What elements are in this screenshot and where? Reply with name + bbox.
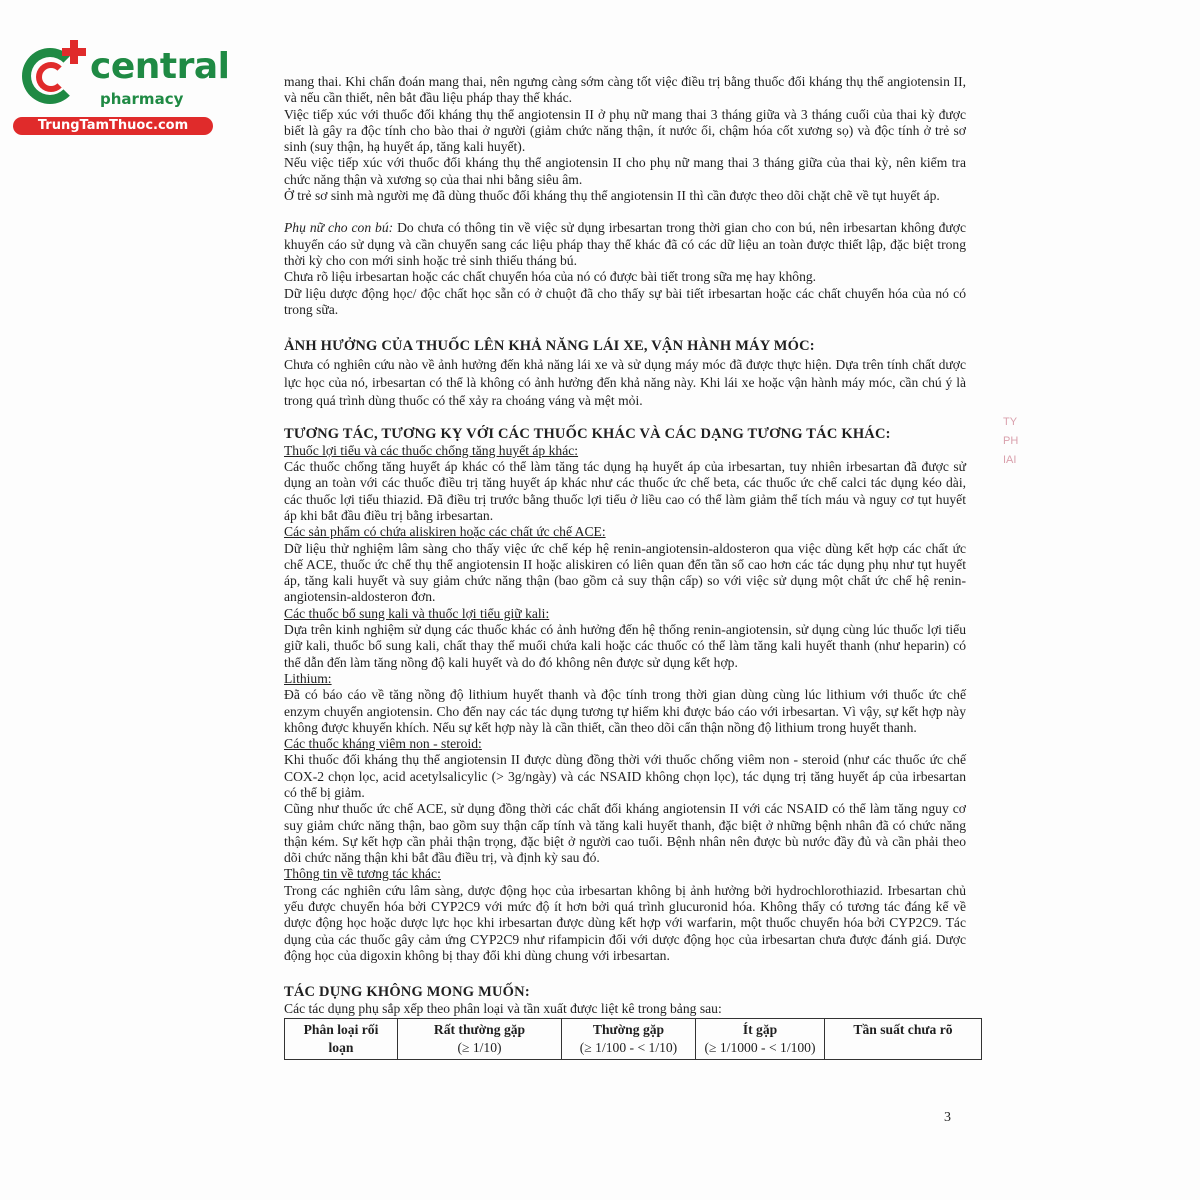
- pregnancy-paragraph: Nếu việc tiếp xúc với thuốc đối kháng thụ thể angiotensin II cho phụ nữ mang thai 3 tháng giữa của thai kỳ, nên kiểm tra chức năng thận và xương sọ của thai nhi bằng siêu âm.: [284, 155, 966, 187]
- logo-inner-ring-icon: [36, 62, 66, 92]
- lactation-label: Phụ nữ cho con bú:: [284, 220, 394, 236]
- subsection-title: Thông tin về tương tác khác:: [284, 866, 441, 882]
- plus-cross-icon: [62, 40, 86, 64]
- table-header-cell: Ít gặp (≥ 1/1000 - < 1/100): [696, 1018, 825, 1059]
- table-header-cell: Phân loại rối loạn: [285, 1018, 398, 1059]
- lactation-paragraph: Chưa rõ liệu irbesartan hoặc các chất chuyển hóa của nó có được bài tiết trong sữa mẹ hay không.: [284, 269, 817, 285]
- subsection-title: Thuốc lợi tiểu và các thuốc chống tăng huyết áp khác:: [284, 442, 579, 458]
- subsection-body: Khi thuốc đối kháng thụ thể angiotensin II được dùng đồng thời với thuốc chống viêm non - steroid (như các thuốc ức chế COX-2 chọn lọc, acid acetylsalicylic (> 3g/ngày) và các NSAID không chọn lọc), tác dụng trị tăng huyết áp của irbesartan có thể bị giảm.: [284, 752, 966, 800]
- subsection-body: Dữ liệu thử nghiệm lâm sàng cho thấy việc ức chế kép hệ renin-angiotensin-aldosteron qua việc dùng kết hợp các chất ức chế ACE, thuốc ức chế thụ thể angiotensin II hoặc aliskiren có liên quan đến tần số cao hơn các tác dụng phụ như tụt huyết áp, tăng kali huyết và suy giảm chức năng thận (bao gồm cả suy thận cấp) so với việc sử dụng một chất ức chế hệ renin-angiotensin-aldosteron đơn.: [284, 540, 966, 605]
- interaction-section: [284, 524, 966, 605]
- subsection-title: Các thuốc bổ sung kali và thuốc lợi tiểu giữ kali:: [284, 605, 550, 621]
- lactation-paragraph: Dữ liệu dược động học/ độc chất học sẵn có ở chuột đã cho thấy sự bài tiết irbesartan hoặc các chất chuyển hóa của nó có trong sữa.: [284, 285, 966, 317]
- central-pharmacy-logo: [10, 38, 230, 138]
- adverse-effects-table: [284, 1018, 982, 1060]
- interactions-heading: TƯƠNG TÁC, TƯƠNG KỴ VỚI CÁC THUỐC KHÁC VÀ CÁC DẠNG TƯƠNG TÁC KHÁC:: [284, 426, 891, 443]
- lactation-paragraph: Phụ nữ cho con bú: Do chưa có thông tin về việc sử dụng irbesartan trong thời gian cho con bú, nên irbesartan không được khuyến cáo sử dụng và cần chuyển sang các liệu pháp thay thế khác đã có các dữ liệu an toàn được thiết lập, đặc biệt trong thời kỳ cho con mới sinh hoặc trẻ sinh thiếu tháng bú.: [284, 220, 967, 268]
- logo-brand: central: [90, 46, 230, 87]
- subsection-body: Các thuốc chống tăng huyết áp khác có thể làm tăng tác dụng hạ huyết áp của irbesartan, tuy nhiên irbesartan đã được sử dụng an toàn với các thuốc điều trị tăng huyết áp khác như các thuốc ức chế beta, các thuốc ức chế calci tác dụng kéo dài, các thuốc lợi tiểu thiazid. Đã điều trị trước bằng thuốc lợi tiểu ở liều cao có thể làm giảm thể tích máu và nguy cơ tụt huyết áp khi bắt đầu điều trị bằng irbesartan.: [284, 459, 966, 523]
- subsection-title: Lithium:: [284, 670, 332, 686]
- company-stamp: TY PH IAI: [1003, 416, 1019, 466]
- table-header-cell: Tần suất chưa rõ: [825, 1018, 982, 1059]
- subsection-title: Các thuốc kháng viêm non - steroid:: [284, 736, 482, 752]
- pregnancy-paragraph: Ở trẻ sơ sinh mà người mẹ đã dùng thuốc đối kháng thụ thể angiotensin II thì cần được theo dõi chặt chẽ về tụt huyết áp.: [284, 188, 940, 204]
- driving-heading: ẢNH HƯỞNG CỦA THUỐC LÊN KHẢ NĂNG LÁI XE, VẬN HÀNH MÁY MÓC:: [284, 338, 815, 355]
- subsection-body: Đã có báo cáo về tăng nồng độ lithium huyết thanh và độc tính trong thời gian dùng cùng lúc lithium với thuốc ức chế enzym chuyển angiotensin. Cho đến nay các tác dụng tương tự hiếm khi được báo cáo với irbesartan. Vì vậy, sự kết hợp này không được khuyến khích. Nếu sự kết hợp này là cần thiết, cần theo dõi cẩn thận nồng độ lithium trong huyết thanh.: [284, 687, 966, 735]
- interaction-section: [284, 736, 966, 866]
- pregnancy-paragraph: Việc tiếp xúc với thuốc đối kháng thụ thể angiotensin II ở phụ nữ mang thai 3 tháng giữa và 3 tháng cuối của thai kỳ được biết là gây ra độc tính cho bào thai ở người (giảm chức năng thận, ít nước ối, chậm hóa cốt xương sọ) và độc tính ở trẻ sơ sinh (suy thận, hạ huyết áp, tăng kali huyết).: [284, 106, 966, 155]
- document-page: [284, 74, 966, 1060]
- interaction-section: [284, 671, 966, 736]
- table-header-cell: Thường gặp (≥ 1/100 - < 1/10): [562, 1018, 696, 1059]
- logo-site-badge: TrungTamThuoc.com: [13, 117, 213, 135]
- adverse-intro: Các tác dụng phụ sắp xếp theo phân loại và tần xuất được liệt kê trong bảng sau:: [284, 1000, 722, 1016]
- adverse-heading: TÁC DỤNG KHÔNG MONG MUỐN:: [284, 984, 530, 1001]
- table-header-cell: Rất thường gặp (≥ 1/10): [398, 1018, 562, 1059]
- subsection-body: Dựa trên kinh nghiệm sử dụng các thuốc khác có ảnh hưởng đến hệ thống renin-angiotensin, sử dụng cùng lúc thuốc lợi tiểu giữ kali, thuốc bổ sung kali, chất thay thế muối chứa kali hoặc các thuốc có thể làm tăng kali huyết thanh (như heparin) có thể dẫn đến làm tăng nồng độ kali huyết và do đó không nên được sử dụng kết hợp.: [284, 622, 966, 670]
- subsection-body: Cũng như thuốc ức chế ACE, sử dụng đồng thời các chất đối kháng angiotensin II với các NSAID có thể làm tăng nguy cơ suy giảm chức năng thận, bao gồm suy thận cấp tính và tăng kali huyết thanh, đặc biệt ở những bệnh nhân đã có chức năng thận kém. Sự kết hợp cần phải thận trọng, đặc biệt ở người cao tuổi. Bệnh nhân nên được bù nước đầy đủ và cần phải theo dõi chức năng thận khi bắt đầu điều trị, và định kỳ sau đó.: [284, 801, 966, 866]
- driving-paragraph: Chưa có nghiên cứu nào về ảnh hưởng đến khả năng lái xe và sử dụng máy móc đã được thực hiện. Dựa trên tính chất dược lực học của nó, irbesartan có thể là không có ảnh hưởng đến khả năng này. Khi lái xe hoặc vận hành máy móc, cần chú ý là trong quá trình dùng thuốc có thể xảy ra choáng váng và mệt mỏi.: [284, 357, 966, 409]
- interaction-section: [284, 443, 966, 524]
- interaction-section: [284, 606, 966, 671]
- interaction-section: [284, 866, 966, 964]
- subsection-title: Các sản phẩm có chứa aliskiren hoặc các chất ức chế ACE:: [284, 524, 606, 540]
- logo-subtitle: pharmacy: [100, 90, 184, 108]
- page-number: 3: [944, 1110, 951, 1125]
- subsection-body: Trong các nghiên cứu lâm sàng, dược động học của irbesartan không bị ảnh hưởng bởi hydrochlorothiazid. Irbesartan chủ yếu được chuyển hóa bởi CYP2C9 với mức độ ít hơn bởi quá trình glucuronid hóa. Không thấy có tương tác đáng kể về dược động học hoặc dược lực học khi irbesartan được dùng kết hợp với warfarin, một thuốc chuyển hóa bởi CYP2C9. Tác dụng của các thuốc gây cảm ứng CYP2C9 như rifampicin đối với dược động học của irbesartan chưa được đánh giá. Dược động học của digoxin không bị thay đổi khi dùng chung với irbesartan.: [284, 882, 966, 963]
- pregnancy-paragraph: mang thai. Khi chẩn đoán mang thai, nên ngưng càng sớm càng tốt việc điều trị bằng thuốc đối kháng thụ thể angiotensin II, và nếu cần thiết, nên bắt đầu liệu pháp thay thế khác.: [284, 74, 966, 106]
- table-header-row: [285, 1018, 982, 1059]
